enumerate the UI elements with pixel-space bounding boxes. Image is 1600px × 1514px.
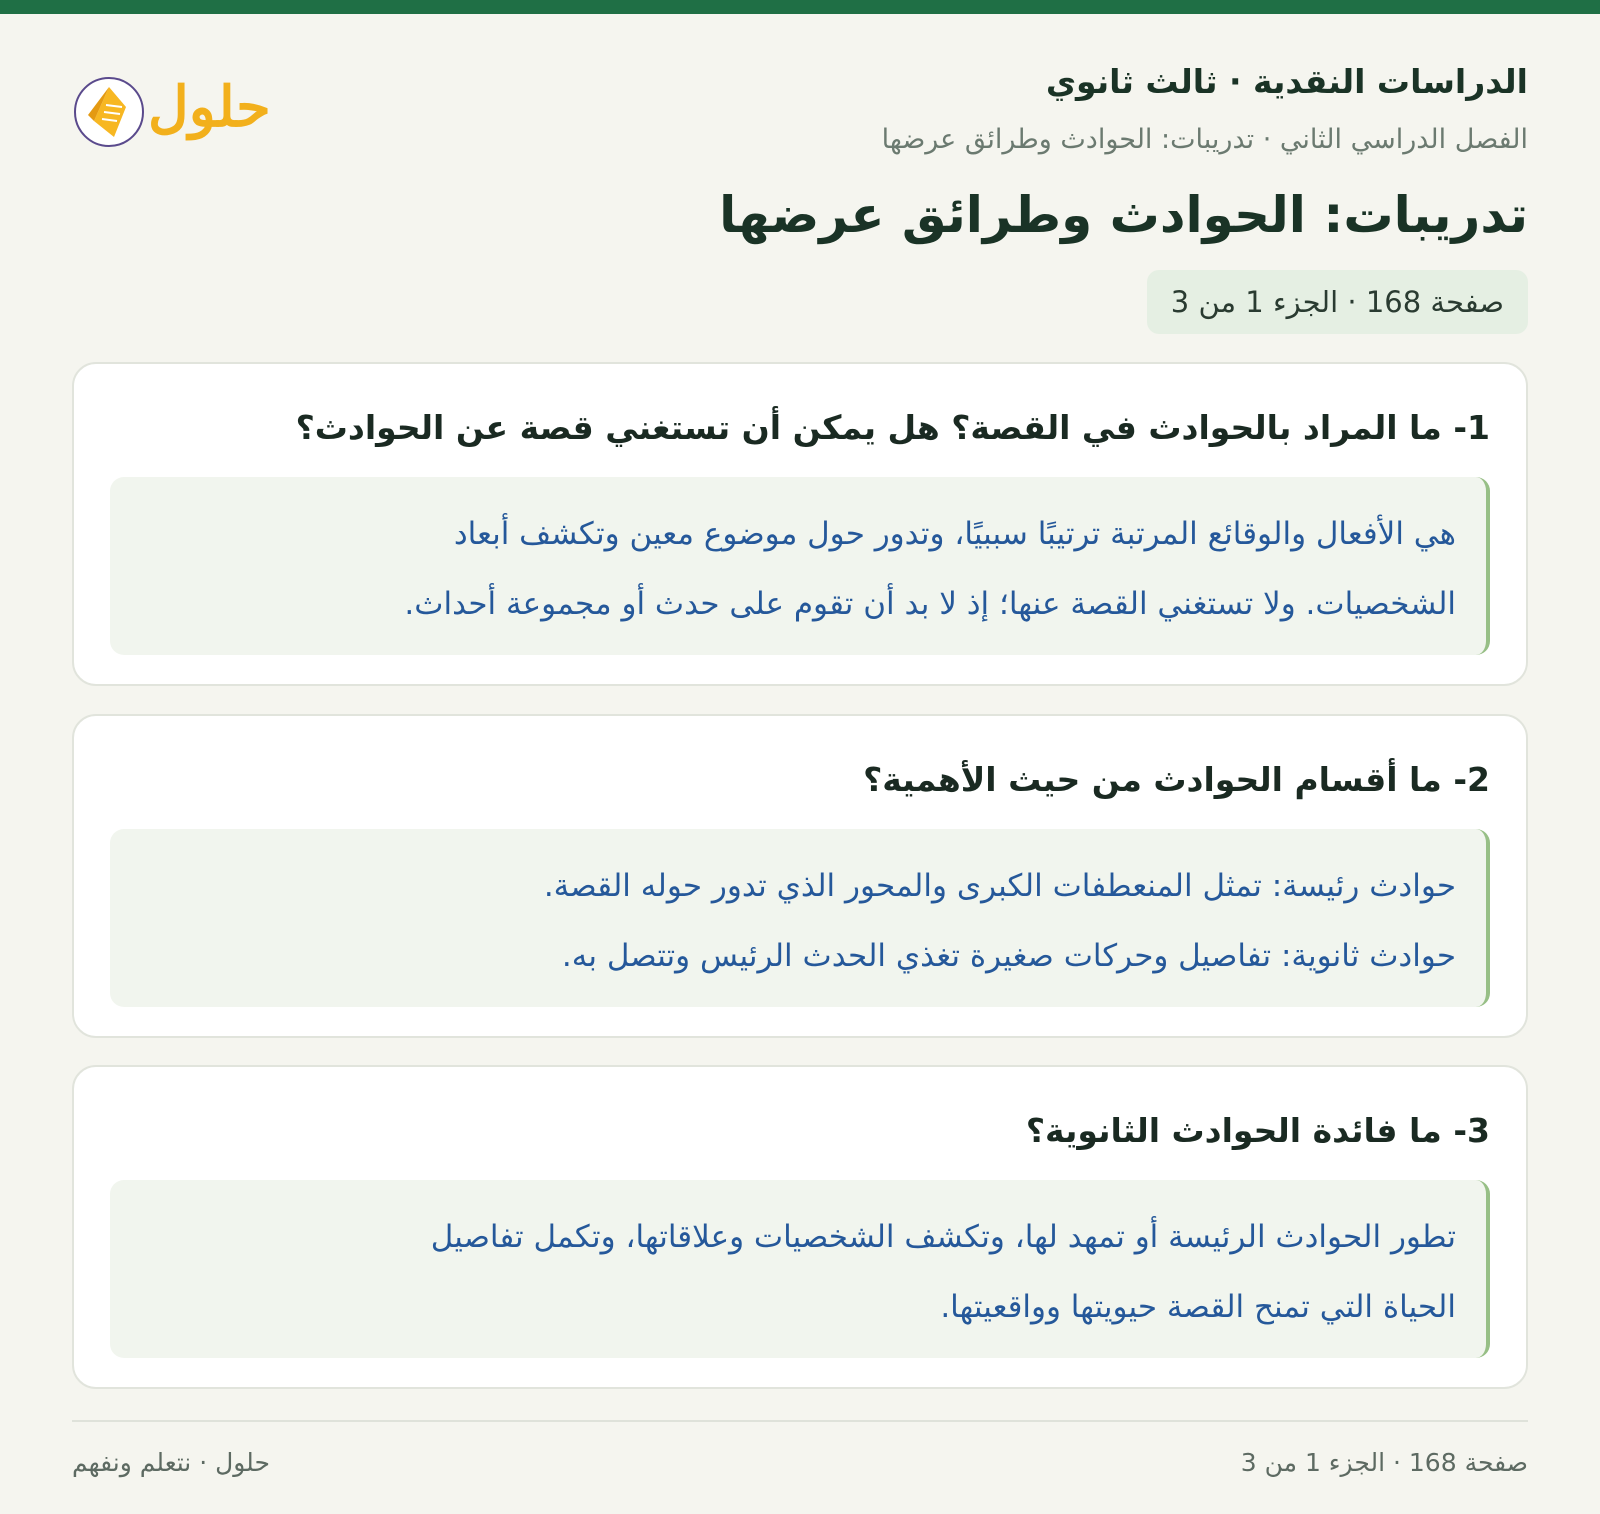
question-text: 3- ما فائدة الحوادث الثانوية؟ bbox=[1025, 1111, 1490, 1150]
answer-line: هي الأفعال والوقائع المرتبة ترتيبًا سببيًا، وتدور حول موضوع معين وتكشف أبعاد bbox=[453, 516, 1456, 552]
answer-box bbox=[110, 1180, 1490, 1358]
answer-line: الحياة التي تمنح القصة حيويتها وواقعيتها. bbox=[940, 1289, 1456, 1325]
course-title: الدراسات النقدية · ثالث ثانوي bbox=[1045, 62, 1528, 101]
page-badge: صفحة 168 · الجزء 1 من 3 bbox=[1147, 270, 1528, 334]
question-card-2 bbox=[72, 714, 1528, 1038]
answer-line: حوادث ثانوية: تفاصيل وحركات صغيرة تغذي الحدث الرئيس وتتصل به. bbox=[561, 938, 1456, 974]
footer-page-info: صفحة 168 · الجزء 1 من 3 bbox=[1240, 1448, 1528, 1477]
logo-text: حلول bbox=[148, 74, 271, 140]
question-card-1 bbox=[72, 362, 1528, 686]
footer-divider bbox=[72, 1420, 1528, 1422]
answer-box bbox=[110, 829, 1490, 1007]
top-accent-bar bbox=[0, 0, 1600, 14]
answer-box bbox=[110, 477, 1490, 655]
answer-line: تطور الحوادث الرئيسة أو تمهد لها، وتكشف الشخصيات وعلاقاتها، وتكمل تفاصيل bbox=[430, 1219, 1456, 1255]
answer-line: حوادث رئيسة: تمثل المنعطفات الكبرى والمحور الذي تدور حوله القصة. bbox=[543, 868, 1456, 904]
hulul-logo[interactable] bbox=[72, 68, 302, 160]
question-text: 2- ما أقسام الحوادث من حيث الأهمية؟ bbox=[863, 760, 1490, 799]
breadcrumb: الفصل الدراسي الثاني · تدريبات: الحوادث وطرائق عرضها bbox=[881, 124, 1528, 155]
answer-line: الشخصيات. ولا تستغني القصة عنها؛ إذ لا بد أن تقوم على حدث أو مجموعة أحداث. bbox=[404, 586, 1456, 622]
question-text: 1- ما المراد بالحوادث في القصة؟ هل يمكن أن تستغني قصة عن الحوادث؟ bbox=[295, 408, 1490, 447]
footer-brand: حلول · نتعلم ونفهم bbox=[72, 1448, 270, 1477]
question-card-3 bbox=[72, 1065, 1528, 1389]
book-icon bbox=[72, 75, 146, 149]
page-title: تدريبات: الحوادث وطرائق عرضها bbox=[719, 186, 1528, 244]
